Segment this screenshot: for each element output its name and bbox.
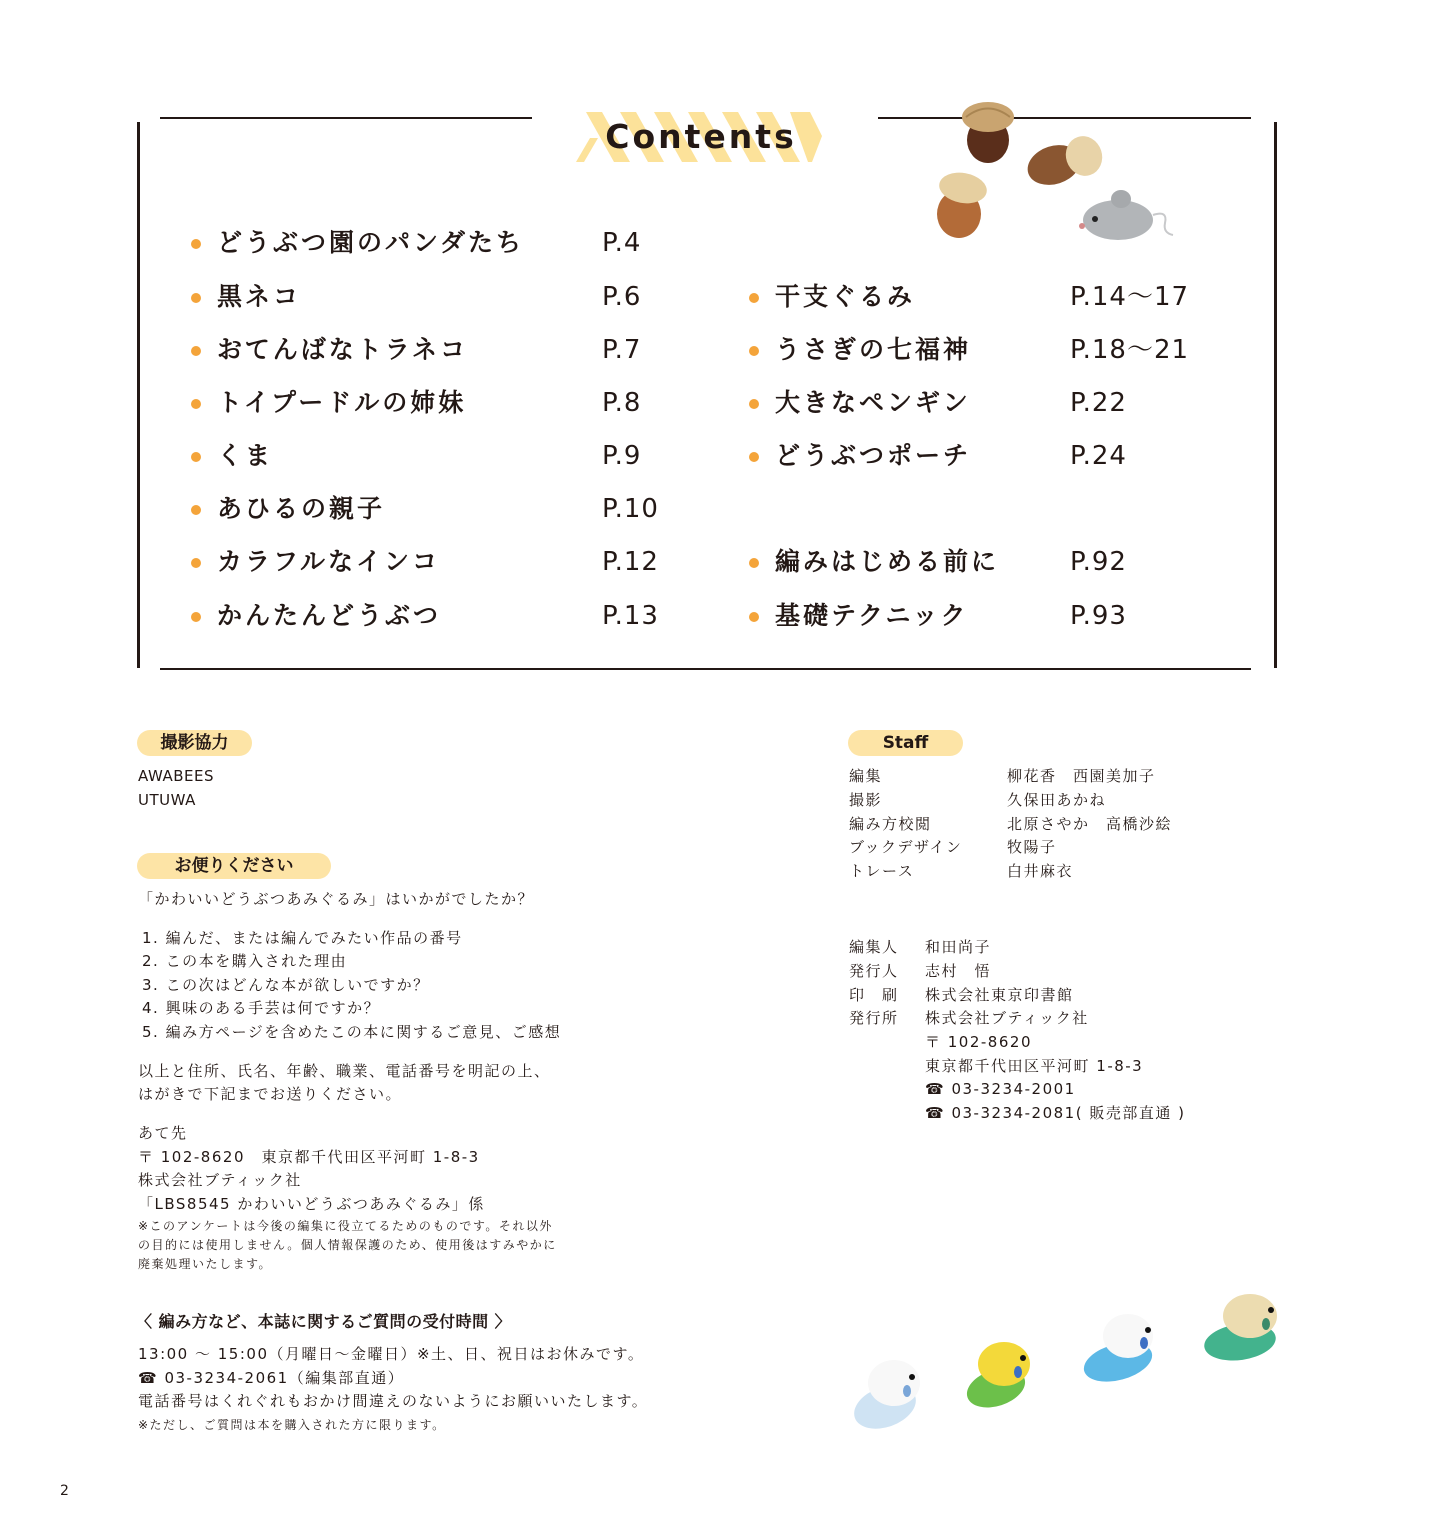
toc-page: P.22 <box>1070 388 1127 418</box>
acorn-icon <box>928 168 993 240</box>
toc-page: P.12 <box>602 547 659 577</box>
toc-label: トイプードルの姉妹 <box>217 388 467 417</box>
budgie-icon <box>1078 1310 1163 1385</box>
bullet-icon <box>191 505 201 515</box>
bullet-icon <box>191 239 201 249</box>
toc-label: おてんばなトラネコ <box>217 335 469 364</box>
mouse-icon <box>1073 185 1178 245</box>
staff-role: 撮影 <box>849 791 883 809</box>
budgie-icon <box>960 1338 1038 1410</box>
toc-label: くま <box>217 441 274 470</box>
bullet-icon <box>749 346 759 356</box>
toc-item[interactable] <box>191 332 671 372</box>
publisher-address-line: 〒 102-8620 <box>925 1033 1032 1051</box>
letters-note: の目的には使用しません。個人情報保護のため、使用後はすみやかに <box>138 1238 557 1252</box>
staff-row <box>849 859 1229 883</box>
toc-page: P.8 <box>602 388 642 418</box>
toc-page: P.10 <box>602 494 659 524</box>
staff-name: 久保田あかね <box>1007 791 1107 809</box>
toc-page: P.4 <box>602 228 642 258</box>
inquiry-heading: 〈 編み方など、本誌に関するご質問の受付時間 〉 <box>136 1312 512 1331</box>
toc-item[interactable] <box>749 279 1219 319</box>
publisher-address-line: 東京都千代田区平河町 1-8-3 <box>925 1057 1144 1075</box>
inquiry-phone: ☎ 03-3234-2061（編集部直通） <box>138 1369 405 1387</box>
bullet-icon <box>749 399 759 409</box>
bullet-icon <box>749 293 759 303</box>
toc-item[interactable] <box>191 385 671 425</box>
staff-row <box>849 812 1229 836</box>
letters-address: 株式会社ブティック社 <box>138 1171 302 1189</box>
frame-top-line-left <box>160 117 532 119</box>
publisher-name: 株式会社ブティック社 <box>925 1009 1089 1027</box>
toc-item[interactable] <box>191 279 671 319</box>
letters-address: あて先 <box>138 1124 188 1142</box>
letters-request: はがきで下記までお送りください。 <box>138 1085 403 1103</box>
toc-label: かんたんどうぶつ <box>217 601 442 630</box>
toc-item[interactable] <box>191 225 671 265</box>
budgie-icon <box>1200 1290 1285 1365</box>
letters-request: 以上と住所、氏名、年齢、職業、電話番号を明記の上、 <box>138 1062 551 1080</box>
photo-credit-heading: 撮影協力 <box>137 730 252 756</box>
publisher-row <box>849 959 1229 983</box>
publisher-name: 志村 悟 <box>925 962 992 980</box>
photo-credit-line: UTUWA <box>138 791 196 809</box>
publisher-name: 和田尚子 <box>925 938 992 956</box>
staff-name: 白井麻衣 <box>1007 862 1074 880</box>
frame-top-line-right <box>878 117 1251 119</box>
frame-bottom-line <box>160 668 1251 670</box>
toc-label: どうぶつポーチ <box>775 441 972 470</box>
staff-role: 編集 <box>849 767 883 785</box>
toc-item[interactable] <box>749 438 1219 478</box>
toc-page: P.13 <box>602 601 659 631</box>
toc-page: P.7 <box>602 335 642 365</box>
toc-page: P.93 <box>1070 601 1127 631</box>
letters-heading: お便りください <box>137 853 331 879</box>
toc-label: うさぎの七福神 <box>775 335 972 364</box>
bullet-icon <box>749 612 759 622</box>
toc-label: 編みはじめる前に <box>775 547 1000 576</box>
toc-item[interactable] <box>749 598 1219 638</box>
publisher-role: 発行人 <box>849 962 899 980</box>
publisher-row <box>849 983 1229 1007</box>
frame-right-line <box>1274 122 1277 668</box>
letters-item: 4. 興味のある手芸は何ですか？ <box>142 999 381 1017</box>
publisher-role: 発行所 <box>849 1009 899 1027</box>
toc-item[interactable] <box>191 491 671 531</box>
contents-title: Contents <box>605 117 797 156</box>
bullet-icon <box>191 612 201 622</box>
contents-heading <box>576 112 826 162</box>
page-number: 2 <box>60 1483 69 1499</box>
toc-label: カラフルなインコ <box>217 547 441 576</box>
toc-page: P.92 <box>1070 547 1127 577</box>
letters-address: 〒 102-8620 東京都千代田区平河町 1-8-3 <box>138 1148 480 1166</box>
staff-row <box>849 835 1229 859</box>
bullet-icon <box>749 452 759 462</box>
staff-role: ブックデザイン <box>849 838 963 856</box>
toc-page: P.24 <box>1070 441 1127 471</box>
photo-credit-line: AWABEES <box>138 767 214 785</box>
publisher-role: 編集人 <box>849 938 899 956</box>
publisher-address-line: ☎ 03-3234-2001 <box>925 1080 1076 1098</box>
toc-page: P.18〜21 <box>1070 335 1190 365</box>
inquiry-caution: 電話番号はくれぐれもおかけ間違えのないようにお願いいたします。 <box>138 1392 649 1410</box>
frame-left-line <box>137 122 140 668</box>
staff-heading: Staff <box>848 730 963 756</box>
staff-row <box>849 788 1229 812</box>
letters-item: 2. この本を購入された理由 <box>142 952 348 970</box>
publisher-role: 印 刷 <box>849 986 899 1004</box>
bullet-icon <box>191 293 201 303</box>
toc-item[interactable] <box>191 438 671 478</box>
toc-label: どうぶつ園のパンダたち <box>217 228 525 257</box>
toc-item[interactable] <box>191 544 671 584</box>
toc-item[interactable] <box>749 385 1219 425</box>
letters-item: 3. この次はどんな本が欲しいですか？ <box>142 976 430 994</box>
publisher-row <box>849 1006 1229 1030</box>
staff-name: 柳花香 西園美加子 <box>1007 767 1156 785</box>
inquiry-hours: 13:00 〜 15:00（月曜日〜金曜日）※土、日、祝日はお休みです。 <box>138 1345 645 1363</box>
staff-name: 北原さやか 高橋沙絵 <box>1007 815 1173 833</box>
letters-note: ※このアンケートは今後の編集に役立てるためのものです。それ以外 <box>138 1219 553 1233</box>
staff-name: 牧陽子 <box>1007 838 1057 856</box>
toc-item[interactable] <box>749 332 1219 372</box>
letters-address: 「LBS8545 かわいいどうぶつあみぐるみ」係 <box>138 1195 485 1213</box>
toc-page: P.9 <box>602 441 642 471</box>
toc-label: 干支ぐるみ <box>775 282 916 311</box>
letters-question: 「かわいいどうぶつあみぐるみ」はいかがでしたか？ <box>138 890 535 908</box>
acorn-icon <box>958 100 1018 165</box>
toc-label: 大きなペンギン <box>775 388 971 417</box>
toc-label: 基礎テクニック <box>775 601 969 630</box>
publisher-address-line: ☎ 03-3234-2081( 販売部直通 ) <box>925 1104 1186 1122</box>
letters-note: 廃棄処理いたします。 <box>138 1257 273 1271</box>
bullet-icon <box>749 558 759 568</box>
bullet-icon <box>191 399 201 409</box>
toc-label: あひるの親子 <box>217 494 386 523</box>
toc-page: P.14〜17 <box>1070 282 1190 312</box>
toc-item[interactable] <box>749 544 1219 584</box>
inquiry-limit: ※ただし、ご質問は本を購入された方に限ります。 <box>138 1418 446 1432</box>
staff-role: トレース <box>849 862 915 880</box>
budgie-icon <box>850 1355 930 1430</box>
toc-page: P.6 <box>602 282 642 312</box>
toc-label: 黒ネコ <box>217 282 302 311</box>
publisher-row <box>849 935 1229 959</box>
bullet-icon <box>191 346 201 356</box>
toc-item[interactable] <box>191 598 671 638</box>
acorn-icon <box>1020 133 1105 188</box>
letters-item: 1. 編んだ、または編んでみたい作品の番号 <box>142 929 463 947</box>
staff-role: 編み方校閲 <box>849 815 932 833</box>
letters-item: 5. 編み方ページを含めたこの本に関するご意見、ご感想 <box>142 1023 562 1041</box>
staff-row <box>849 764 1229 788</box>
publisher-name: 株式会社東京印書館 <box>925 986 1074 1004</box>
bullet-icon <box>191 452 201 462</box>
bullet-icon <box>191 558 201 568</box>
